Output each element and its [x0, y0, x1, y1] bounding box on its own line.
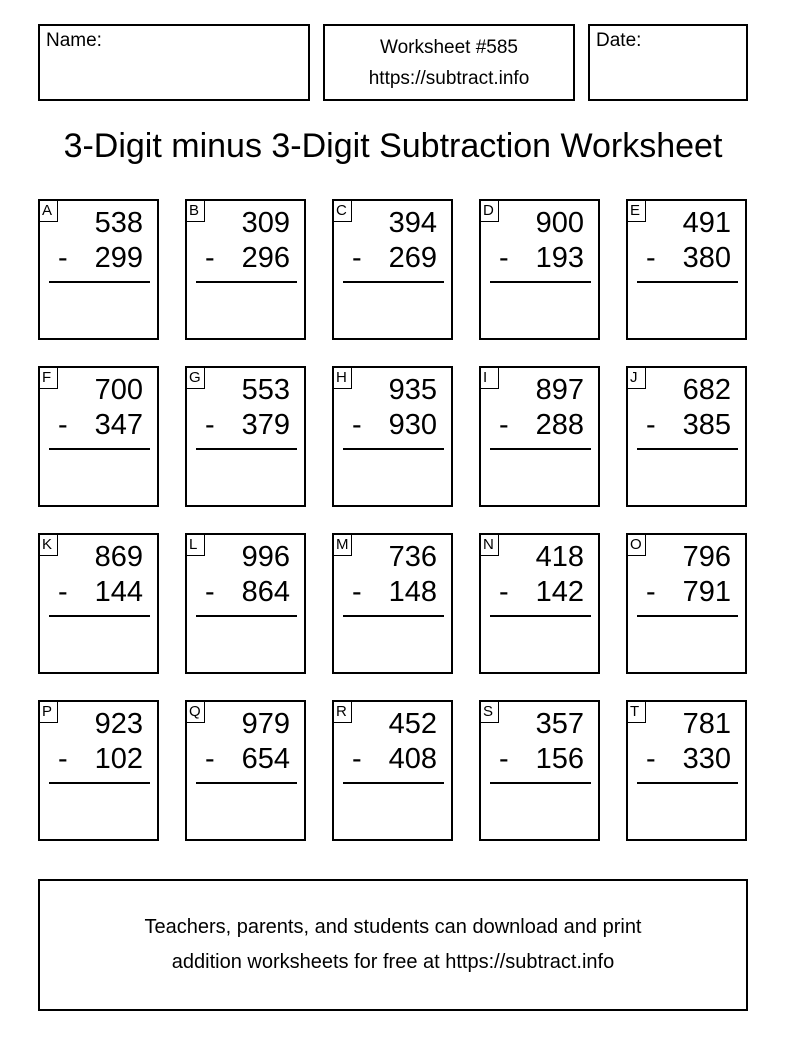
problem-box-i: [479, 366, 600, 507]
minuend: 996: [241, 541, 290, 573]
problem-box-g: [185, 366, 306, 507]
minuend: 309: [241, 207, 290, 239]
answer-line: [637, 448, 738, 450]
subtrahend: 379: [241, 409, 290, 441]
minuend: 418: [535, 541, 584, 573]
minus-sign: -: [646, 576, 656, 608]
subtrahend: 288: [535, 409, 584, 441]
answer-line: [49, 615, 150, 617]
subtrahend: 385: [682, 409, 731, 441]
minus-sign: -: [352, 242, 362, 274]
minuend: 897: [535, 374, 584, 406]
answer-line: [49, 782, 150, 784]
answer-line: [343, 448, 444, 450]
problem-letter: M: [332, 533, 352, 556]
problem-letter: J: [626, 366, 646, 389]
minus-sign: -: [499, 576, 509, 608]
minus-sign: -: [499, 743, 509, 775]
subtrahend: 148: [388, 576, 437, 608]
minus-sign: -: [58, 242, 68, 274]
problem-letter: Q: [185, 700, 205, 723]
name-label: Name:: [46, 30, 102, 51]
problem-box-s: [479, 700, 600, 841]
problem-letter: S: [479, 700, 499, 723]
answer-line: [637, 782, 738, 784]
problem-box-m: [332, 533, 453, 674]
problem-box-d: [479, 199, 600, 340]
subtrahend: 296: [241, 242, 290, 274]
problem-box-h: [332, 366, 453, 507]
problem-box-p: [38, 700, 159, 841]
problem-letter: I: [479, 366, 499, 389]
minuend: 736: [388, 541, 437, 573]
subtrahend: 791: [682, 576, 731, 608]
answer-line: [343, 281, 444, 283]
minus-sign: -: [499, 409, 509, 441]
answer-line: [637, 615, 738, 617]
minuend: 796: [682, 541, 731, 573]
answer-line: [490, 782, 591, 784]
problem-box-j: [626, 366, 747, 507]
answer-line: [490, 448, 591, 450]
answer-line: [637, 281, 738, 283]
problem-letter: G: [185, 366, 205, 389]
answer-line: [49, 281, 150, 283]
answer-line: [49, 448, 150, 450]
subtrahend: 654: [241, 743, 290, 775]
minus-sign: -: [646, 743, 656, 775]
problem-box-f: [38, 366, 159, 507]
minuend: 553: [241, 374, 290, 406]
subtrahend: 380: [682, 242, 731, 274]
minus-sign: -: [58, 576, 68, 608]
footer-line-2: addition worksheets for free at https://subtract.info: [171, 951, 615, 973]
problem-letter: O: [626, 533, 646, 556]
minuend: 781: [682, 708, 731, 740]
minuend: 979: [241, 708, 290, 740]
answer-line: [343, 615, 444, 617]
subtrahend: 299: [94, 242, 143, 274]
minus-sign: -: [205, 576, 215, 608]
minus-sign: -: [646, 242, 656, 274]
minuend: 900: [535, 207, 584, 239]
problem-box-k: [38, 533, 159, 674]
problem-letter: H: [332, 366, 352, 389]
subtrahend: 330: [682, 743, 731, 775]
minus-sign: -: [205, 242, 215, 274]
problem-box-l: [185, 533, 306, 674]
minuend: 935: [388, 374, 437, 406]
problem-letter: P: [38, 700, 58, 723]
subtrahend: 864: [241, 576, 290, 608]
minus-sign: -: [352, 409, 362, 441]
problem-letter: N: [479, 533, 499, 556]
problem-letter: L: [185, 533, 205, 556]
answer-line: [490, 281, 591, 283]
answer-line: [196, 782, 297, 784]
problem-box-n: [479, 533, 600, 674]
minus-sign: -: [205, 743, 215, 775]
problem-letter: C: [332, 199, 352, 222]
minuend: 491: [682, 207, 731, 239]
problem-box-o: [626, 533, 747, 674]
minuend: 923: [94, 708, 143, 740]
problem-box-a: [38, 199, 159, 340]
minuend: 869: [94, 541, 143, 573]
problem-letter: T: [626, 700, 646, 723]
problem-box-t: [626, 700, 747, 841]
problem-box-r: [332, 700, 453, 841]
minuend: 357: [535, 708, 584, 740]
minuend: 682: [682, 374, 731, 406]
minus-sign: -: [205, 409, 215, 441]
minuend: 700: [94, 374, 143, 406]
worksheet-url: https://subtract.info: [368, 68, 530, 89]
subtrahend: 144: [94, 576, 143, 608]
problem-box-c: [332, 199, 453, 340]
minus-sign: -: [352, 743, 362, 775]
footer-line-1: Teachers, parents, and students can download and print: [144, 916, 642, 938]
problem-letter: F: [38, 366, 58, 389]
date-label: Date:: [596, 30, 642, 51]
problem-box-q: [185, 700, 306, 841]
minus-sign: -: [58, 743, 68, 775]
problem-box-b: [185, 199, 306, 340]
subtrahend: 142: [535, 576, 584, 608]
problem-letter: D: [479, 199, 499, 222]
answer-line: [490, 615, 591, 617]
problem-letter: A: [38, 199, 58, 222]
subtrahend: 408: [388, 743, 437, 775]
answer-line: [343, 782, 444, 784]
footer-box: [38, 879, 748, 1011]
subtrahend: 102: [94, 743, 143, 775]
minus-sign: -: [58, 409, 68, 441]
problem-letter: E: [626, 199, 646, 222]
minus-sign: -: [352, 576, 362, 608]
minuend: 452: [388, 708, 437, 740]
minus-sign: -: [499, 242, 509, 274]
problem-letter: R: [332, 700, 352, 723]
page-title: 3-Digit minus 3-Digit Subtraction Worksheet: [63, 127, 723, 165]
answer-line: [196, 615, 297, 617]
minuend: 538: [94, 207, 143, 239]
subtrahend: 269: [388, 242, 437, 274]
minuend: 394: [388, 207, 437, 239]
problem-box-e: [626, 199, 747, 340]
subtrahend: 193: [535, 242, 584, 274]
problem-letter: K: [38, 533, 58, 556]
answer-line: [196, 448, 297, 450]
subtrahend: 930: [388, 409, 437, 441]
minus-sign: -: [646, 409, 656, 441]
subtrahend: 156: [535, 743, 584, 775]
subtrahend: 347: [94, 409, 143, 441]
worksheet-number: Worksheet #585: [379, 37, 518, 58]
answer-line: [196, 281, 297, 283]
problem-letter: B: [185, 199, 205, 222]
